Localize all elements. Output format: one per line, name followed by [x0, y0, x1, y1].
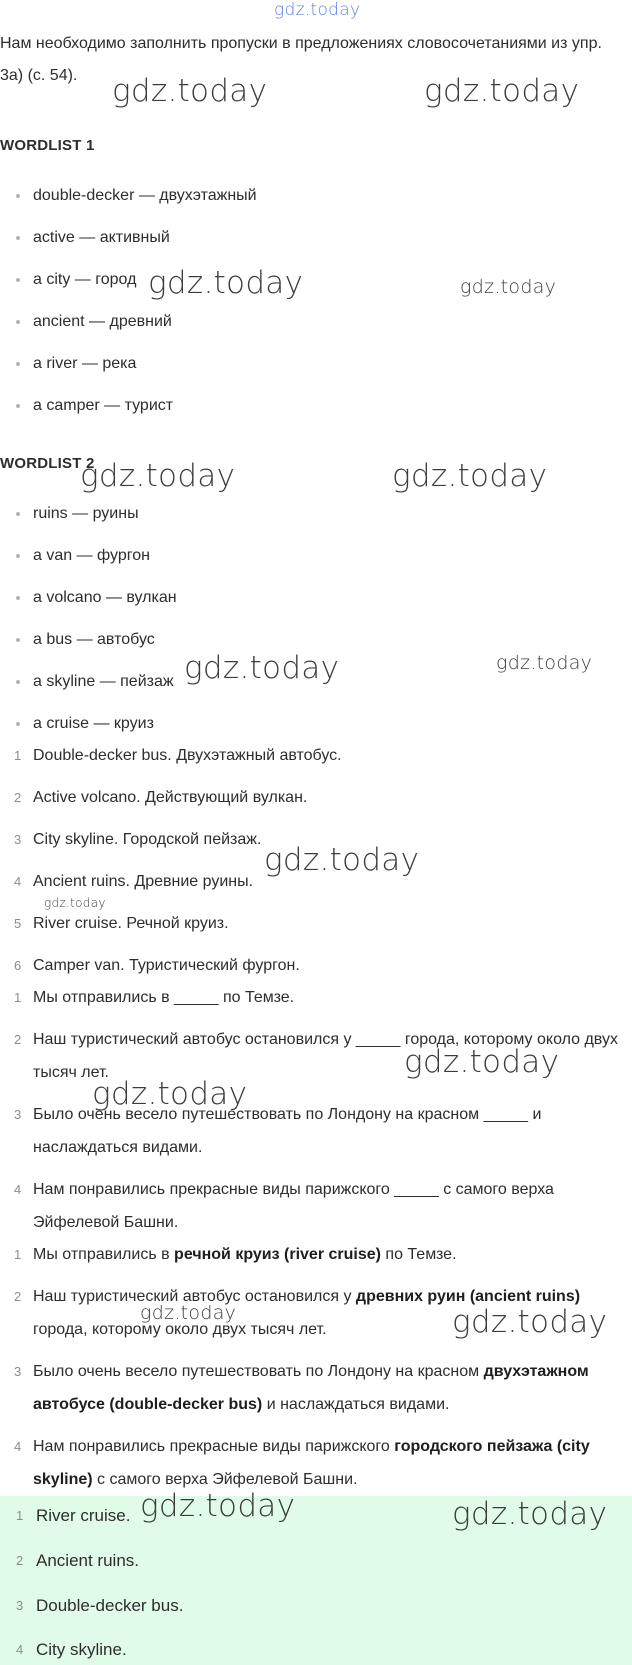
- list-item: [0, 305, 624, 338]
- list-item: [0, 707, 624, 740]
- list-item: [0, 497, 624, 530]
- watermark: gdz.today: [452, 1496, 608, 1532]
- list-item-text: a volcano — вулкан: [33, 589, 177, 606]
- list-item: [0, 539, 624, 572]
- bullet-icon: [16, 638, 20, 642]
- watermark: gdz.today: [452, 1304, 608, 1340]
- list-item-text: ancient — древний: [33, 313, 172, 330]
- list-item-text: a camper — турист: [33, 397, 174, 414]
- item-number: 1: [14, 1247, 22, 1262]
- filled-sentence-text: Мы отправились в речной круиз (river cruise) по Темзе.: [33, 1246, 457, 1263]
- gap-sentence-text: Было очень весело путешествовать по Лондону на красном _____ и наслаждаться видами.: [33, 1106, 542, 1156]
- item-number: 1: [14, 990, 22, 1005]
- gap-sentence: [0, 1173, 624, 1239]
- answer-highlight: городского пейзажа (city skyline): [33, 1438, 590, 1488]
- watermark: gdz.today: [80, 458, 236, 494]
- filled-sentence: [0, 1430, 624, 1496]
- watermark: gdz.today: [140, 1302, 237, 1324]
- list-item-text: a van — фургон: [33, 547, 150, 564]
- list-item: [0, 179, 624, 212]
- answer-highlight: речной круиз (river cruise): [174, 1246, 381, 1263]
- watermark: gdz.today: [460, 276, 557, 298]
- watermark: gdz.today: [92, 1076, 248, 1112]
- list-item: [0, 347, 624, 380]
- watermark: gdz.today: [424, 73, 580, 109]
- item-number: 2: [14, 1032, 22, 1047]
- item-number: 4: [14, 1182, 22, 1197]
- gap-sentence: [0, 981, 624, 1014]
- answer-highlight: древних руин (ancient ruins): [355, 1288, 581, 1305]
- wordlist-2-heading: WORDLIST 2: [0, 455, 95, 472]
- bullet-icon: [16, 680, 20, 684]
- item-number: 4: [14, 874, 22, 889]
- list-item: [0, 221, 624, 254]
- phrase-text: Camper van. Туристический фургон.: [33, 957, 300, 974]
- answer-text: City skyline.: [36, 1640, 127, 1659]
- list-item-text: a river — река: [33, 355, 137, 372]
- bullet-icon: [16, 362, 20, 366]
- watermark: gdz.today: [184, 650, 340, 686]
- list-item-text: a bus — автобус: [33, 631, 155, 648]
- item-number: 2: [16, 1553, 24, 1568]
- gap-sentence-text: Нам понравились прекрасные виды парижского _____ с самого верха Эйфелевой Башни.: [33, 1181, 554, 1231]
- watermark: gdz.today: [148, 265, 304, 301]
- item-number: 3: [14, 1107, 22, 1122]
- watermark: gdz.today: [496, 652, 593, 674]
- phrase-item: [0, 739, 624, 772]
- answer-highlight: двухэтажном автобусе (double-decker bus): [33, 1363, 589, 1413]
- item-number: 2: [14, 790, 22, 805]
- item-number: 6: [14, 958, 22, 973]
- bullet-icon: [16, 596, 20, 600]
- watermark: gdz.today: [264, 842, 420, 878]
- phrase-item: [0, 781, 624, 814]
- watermark-top: gdz.today: [274, 0, 361, 20]
- wordlist-1-heading: WORDLIST 1: [0, 137, 95, 154]
- filled-sentence-text: Было очень весело путешествовать по Лондону на красном двухэтажном автобусе (double-decker bus) и наслаждаться видами.: [33, 1363, 589, 1413]
- list-item-text: active — активный: [33, 229, 170, 246]
- answer-item: [0, 1638, 624, 1662]
- phrase-text: Ancient ruins. Древние руины.: [33, 873, 254, 890]
- bullet-icon: [16, 320, 20, 324]
- item-number: 1: [16, 1508, 24, 1523]
- phrase-item: [0, 949, 624, 982]
- list-item: [0, 581, 624, 614]
- item-number: 2: [14, 1289, 22, 1304]
- filled-sentence: [0, 1355, 624, 1421]
- filled-sentence-text: Наш туристический автобус остановился у древних руин (ancient ruins) города, которому около двух тысяч лет.: [33, 1288, 581, 1338]
- item-number: 4: [14, 1439, 22, 1454]
- list-item-text: double-decker — двухэтажный: [33, 187, 257, 204]
- filled-sentence-text: Нам понравились прекрасные виды парижского городского пейзажа (city skyline) с самого верха Эйфелевой Башни.: [33, 1438, 590, 1488]
- answer-text: Ancient ruins.: [36, 1551, 139, 1570]
- bullet-icon: [16, 278, 20, 282]
- bullet-icon: [16, 236, 20, 240]
- watermark: gdz.today: [404, 1044, 560, 1080]
- phrase-text: Double-decker bus. Двухэтажный автобус.: [33, 747, 342, 764]
- phrase-item: [0, 907, 624, 940]
- intro-text: Нам необходимо заполнить пропуски в предложениях словосочетаниями из упр. 3а) (с. 54).: [0, 35, 602, 84]
- item-number: 4: [16, 1642, 24, 1657]
- watermark: gdz.today: [140, 1488, 296, 1524]
- answer-text: River cruise.: [36, 1506, 131, 1525]
- filled-sentence: [0, 1238, 624, 1271]
- bullet-icon: [16, 194, 20, 198]
- watermark: gdz.today: [112, 73, 268, 109]
- phrase-text: City skyline. Городской пейзаж.: [33, 831, 262, 848]
- item-number: 3: [16, 1598, 24, 1613]
- answer-text: Double-decker bus.: [36, 1596, 184, 1615]
- list-item-text: a cruise — круиз: [33, 715, 154, 732]
- bullet-icon: [16, 404, 20, 408]
- phrase-text: Active volcano. Действующий вулкан.: [33, 789, 308, 806]
- phrase-text: River cruise. Речной круиз.: [33, 915, 229, 932]
- list-item-text: ruins — руины: [33, 505, 139, 522]
- list-item: [0, 389, 624, 422]
- answer-item: [0, 1549, 624, 1573]
- item-number: 1: [14, 748, 22, 763]
- answer-item: [0, 1594, 624, 1618]
- item-number: 3: [14, 832, 22, 847]
- list-item-text: a skyline — пейзаж: [33, 673, 174, 690]
- bullet-icon: [16, 722, 20, 726]
- list-item-text: a city — город: [33, 271, 137, 288]
- bullet-icon: [16, 554, 20, 558]
- item-number: 5: [14, 916, 22, 931]
- watermark: gdz.today: [392, 458, 548, 494]
- gap-sentence-text: Мы отправились в _____ по Темзе.: [33, 989, 295, 1006]
- item-number: 3: [14, 1364, 22, 1379]
- gap-sentence-text: Наш туристический автобус остановился у _____ города, которому около двух тысяч лет.: [33, 1031, 618, 1081]
- bullet-icon: [16, 512, 20, 516]
- watermark: gdz.today: [44, 896, 106, 910]
